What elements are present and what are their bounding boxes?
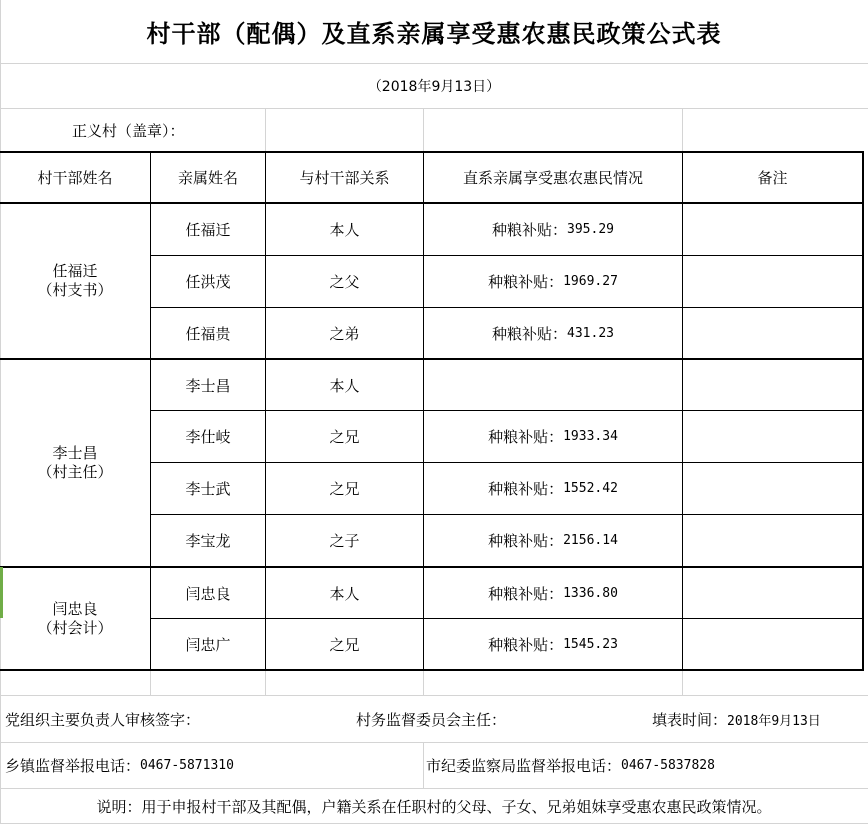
relation: 之兄 [329, 480, 360, 498]
relative-name: 李仕岐 [185, 428, 231, 446]
cadre-name: 李士昌 [52, 444, 98, 462]
benefit-label: 种粮补贴： [492, 324, 568, 343]
fill-date-value: 2018年9月13日 [727, 713, 821, 729]
benefit-cell [424, 256, 682, 307]
benefit-cell [424, 204, 682, 255]
cadre-role: （村会计） [37, 618, 113, 637]
cadre-name: 任福迁 [52, 262, 98, 280]
city-phone [426, 743, 866, 788]
fill-date-label: 填表时间： [652, 710, 728, 729]
benefit-amount: 1545.23 [563, 636, 618, 652]
benefit-amount: 1336.80 [563, 585, 618, 601]
benefit-cell [424, 308, 682, 358]
town-phone-label: 乡镇监督举报电话： [5, 757, 141, 775]
relation: 本人 [329, 584, 360, 603]
city-phone-value: 0467-5837828 [621, 758, 715, 773]
header-remark: 备注 [757, 169, 788, 187]
relation: 之兄 [329, 428, 360, 446]
footnote: 说明：用于申报村干部及其配偶，户籍关系在任职村的父母、子女、兄弟姐妹享受惠农惠民政策情况。 [96, 797, 772, 816]
header-benefit: 直系亲属享受惠农惠民情况 [462, 169, 643, 187]
town-phone [5, 743, 420, 788]
relation: 之子 [329, 532, 360, 550]
benefit-amount: 431.23 [567, 325, 614, 341]
benefit-amount: 395.29 [567, 222, 614, 237]
header-relative-name: 亲属姓名 [177, 169, 238, 187]
cadre-cell [0, 204, 150, 358]
relation: 之父 [329, 273, 360, 291]
date-line: （2018年9月13日） [367, 79, 501, 95]
benefit-amount: 1933.34 [563, 429, 618, 444]
benefit-label: 种粮补贴： [488, 480, 564, 498]
benefit-label: 种粮补贴： [488, 635, 564, 654]
relative-name: 任福贵 [185, 324, 231, 343]
benefit-label: 种粮补贴： [488, 273, 564, 291]
benefit-cell [424, 568, 682, 618]
relative-name: 闫忠良 [185, 584, 231, 603]
relation: 之弟 [329, 324, 360, 343]
benefit-amount: 1552.42 [563, 481, 618, 496]
cadre-cell [0, 568, 150, 669]
supervision-label: 村务监督委员会主任： [356, 710, 507, 729]
benefit-label: 种粮补贴： [492, 221, 568, 239]
relative-name: 李宝龙 [185, 532, 231, 550]
benefit-label: 种粮补贴： [488, 584, 564, 603]
header-cadre-name: 村干部姓名 [37, 169, 113, 187]
fill-date [652, 696, 866, 742]
cadre-role: （村主任） [37, 463, 113, 481]
benefit-amount: 1969.27 [563, 274, 618, 289]
benefit-cell [424, 360, 682, 410]
header-relation: 与村干部关系 [299, 169, 390, 187]
village-seal-label: 正义村（盖章）： [72, 121, 185, 140]
document-title: 村干部（配偶）及直系亲属享受惠农惠民政策公式表 [146, 20, 722, 48]
relative-name: 李士武 [185, 480, 231, 498]
town-phone-value: 0467-5871310 [140, 758, 234, 773]
relation: 之兄 [329, 635, 360, 654]
benefit-label: 种粮补贴： [488, 428, 564, 446]
city-phone-label: 市纪委监察局监督举报电话： [426, 757, 622, 775]
cadre-cell [0, 360, 150, 566]
relation: 本人 [329, 221, 360, 239]
relative-name: 李士昌 [185, 376, 231, 395]
relative-name: 闫忠广 [185, 635, 231, 654]
benefit-cell [424, 463, 682, 514]
benefit-cell [424, 515, 682, 566]
benefit-cell [424, 411, 682, 462]
relation: 本人 [329, 376, 360, 395]
relative-name: 任福迁 [185, 221, 231, 239]
cadre-role: （村支书） [37, 281, 113, 299]
cadre-name: 闫忠良 [52, 599, 98, 618]
benefit-cell [424, 619, 682, 669]
relative-name: 任洪茂 [185, 273, 231, 291]
party-sign-label: 党组织主要负责人审核签字： [5, 710, 201, 729]
benefit-label: 种粮补贴： [488, 532, 564, 550]
benefit-amount: 2156.14 [563, 533, 618, 548]
